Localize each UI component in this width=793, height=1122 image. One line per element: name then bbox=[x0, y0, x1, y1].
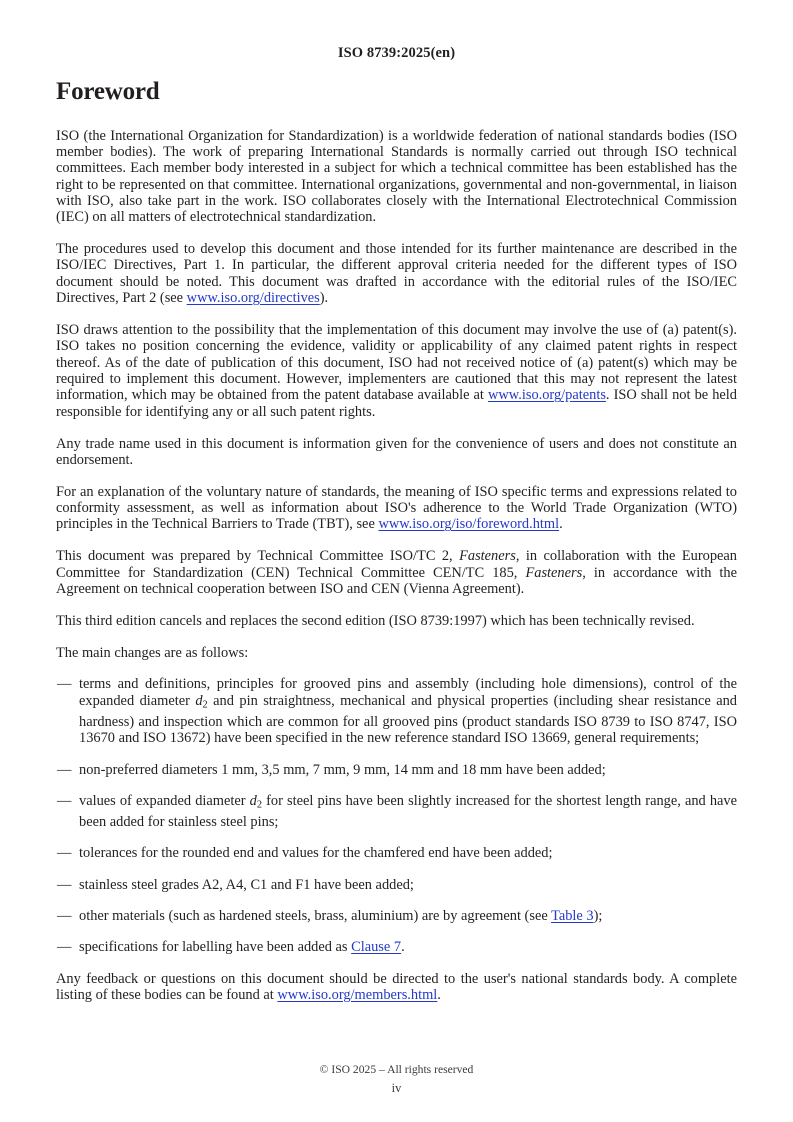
list-item-text-a: tolerances for the rounded end and values for the chamfered end have been added; bbox=[79, 845, 553, 862]
list-item-text-b: for steel pins have been slightly increased for the shortest length range, and have been added for stainless steel pins; bbox=[79, 792, 737, 830]
bullet-dash-icon: — bbox=[57, 792, 72, 809]
paragraph-voluntary-nature bbox=[56, 484, 737, 533]
list-item-text-b: . bbox=[401, 939, 405, 956]
bullet-dash-icon: — bbox=[57, 939, 72, 956]
list-item bbox=[56, 845, 737, 861]
list-item-text-b: ); bbox=[593, 907, 603, 924]
link-iso-foreword[interactable]: www.iso.org/iso/foreword.html bbox=[378, 516, 560, 533]
paragraph-patents-text-b: . ISO shall not be held responsible for identifying any or all such patent rights. bbox=[56, 387, 738, 420]
footer-copyright: © ISO 2025 – All rights reserved bbox=[319, 1063, 474, 1076]
list-item-text-a: stainless steel grades A2, A4, C1 and F1 have been added; bbox=[79, 876, 414, 893]
tc-italic-fasteners-cen: Fasteners, bbox=[525, 564, 586, 581]
link-clause-7[interactable]: Clause 7 bbox=[351, 939, 402, 956]
paragraph-technical-committee bbox=[56, 548, 737, 597]
paragraph-patents bbox=[56, 322, 737, 420]
paragraph-voluntary-text-a: For an explanation of the voluntary nature of standards, the meaning of ISO specific terms and expressions related to conformity assessment, as well as information about ISO's adherence to the World Trade Organization (WTO) principles in the Technical Barriers to Trade (TBT), see bbox=[56, 483, 737, 533]
feedback-text-a: Any feedback or questions on this document should be directed to the user's national standards body. A complete listing of these bodies can be found at bbox=[56, 970, 737, 1003]
list-item-text-a: other materials (such as hardened steels, brass, aluminium) are by agreement (see bbox=[79, 907, 552, 924]
tc-italic-fasteners-iso: Fasteners bbox=[459, 548, 516, 565]
list-item-text-a: values of expanded diameter bbox=[79, 792, 250, 809]
list-item bbox=[56, 939, 737, 955]
list-item bbox=[56, 676, 737, 746]
paragraph-voluntary-text-b: . bbox=[559, 516, 563, 533]
link-iso-directives[interactable]: www.iso.org/directives bbox=[186, 290, 320, 307]
paragraph-edition: This third edition cancels and replaces the second edition (ISO 8739:1997) which has been technically revised. bbox=[56, 612, 695, 629]
bullet-dash-icon: — bbox=[57, 676, 72, 693]
bullet-dash-icon: — bbox=[57, 761, 72, 778]
running-head: ISO 8739:2025(en) bbox=[337, 45, 456, 61]
bullet-dash-icon: — bbox=[57, 876, 72, 893]
paragraph-main-changes-lead: The main changes are as follows: bbox=[56, 644, 249, 661]
paragraph-feedback bbox=[56, 971, 737, 1004]
paragraph-procedures-text-a: The procedures used to develop this document and those intended for its further maintenance are described in the ISO/IEC Directives, Part 1. In particular, the different approval criteria needed for the different types of ISO document should be noted. This document was drafted in accordance with the editorial rules of the ISO/IEC Directives, Part 2 (see bbox=[56, 241, 737, 307]
list-item bbox=[56, 793, 737, 830]
page-title: Foreword bbox=[56, 78, 160, 105]
paragraph-procedures-text-b: ). bbox=[319, 290, 329, 307]
list-item-text-a: non-preferred diameters 1 mm, 3,5 mm, 7 mm, 9 mm, 14 mm and 18 mm have been added; bbox=[79, 761, 606, 778]
paragraph-procedures bbox=[56, 241, 737, 306]
page-content bbox=[56, 78, 737, 1003]
list-item bbox=[56, 908, 737, 924]
list-item-text-a: specifications for labelling have been added as bbox=[79, 939, 352, 956]
paragraph-trade-name: Any trade name used in this document is information given for the convenience of users and does not constitute an endorsement. bbox=[56, 435, 737, 468]
list-item-text-a: terms and definitions, principles for grooved pins and assembly (including hole dimensions), control of the expanded diameter bbox=[79, 676, 737, 709]
tc-text-b: , in collaboration with the European Committee for Standardization (CEN) Technical Committee CEN/TC 185, bbox=[56, 548, 738, 581]
main-changes-list bbox=[56, 676, 737, 955]
bullet-dash-icon: — bbox=[57, 845, 72, 862]
subscript-2: 2 bbox=[202, 699, 208, 711]
link-iso-patents[interactable]: www.iso.org/patents bbox=[488, 387, 606, 404]
page-number: iv bbox=[391, 1081, 402, 1095]
list-item bbox=[56, 877, 737, 893]
subscript-2: 2 bbox=[256, 799, 263, 811]
link-table-3[interactable]: Table 3 bbox=[551, 907, 594, 924]
paragraph-iso-description: ISO (the International Organization for Standardization) is a worldwide federation of national standards bodies (ISO member bodies). The work of preparing International Standards is normally carried out through ISO technical committees. Each member body interested in a subject for which a technical committee has been established has the right to be represented on that committee. International organizations, governmental and non-governmental, in liaison with ISO, also take part in the work. ISO collaborates closely with the International Electrotechnical Commission (IEC) on all matters of electrotechnical standardization. bbox=[56, 127, 737, 226]
paragraph-patents-text-a: ISO draws attention to the possibility that the implementation of this document may involve the use of (a) patent(s). ISO takes no position concerning the evidence, validity or applicability of any claimed patent rights in respect thereof. As of the date of publication of this document, ISO had not received notice of (a) patent(s) which may be required to implement this document. However, implementers are cautioned that this may not represent the latest information, which may be obtained from the patent database available at bbox=[56, 321, 737, 404]
list-item-text-b: and pin straightness, mechanical and physical properties (including shear resistance and hardness) and inspection which are common for all grooved pins (product standards ISO 8739 to ISO 8747, ISO 13670 and ISO 13672) have been specified in the new reference standard ISO 13669, general requirements; bbox=[79, 692, 737, 747]
variable-d: d bbox=[249, 792, 257, 809]
bullet-dash-icon: — bbox=[57, 907, 72, 924]
list-item bbox=[56, 762, 737, 778]
link-iso-members[interactable]: www.iso.org/members.html bbox=[277, 986, 438, 1003]
tc-text-c: in accordance with the Agreement on technical cooperation between ISO and CEN (Vienna Agreement). bbox=[56, 564, 738, 597]
variable-d: d bbox=[195, 692, 203, 709]
tc-text-a: This document was prepared by Technical Committee ISO/TC 2, bbox=[56, 548, 460, 565]
feedback-text-b: . bbox=[437, 986, 441, 1003]
